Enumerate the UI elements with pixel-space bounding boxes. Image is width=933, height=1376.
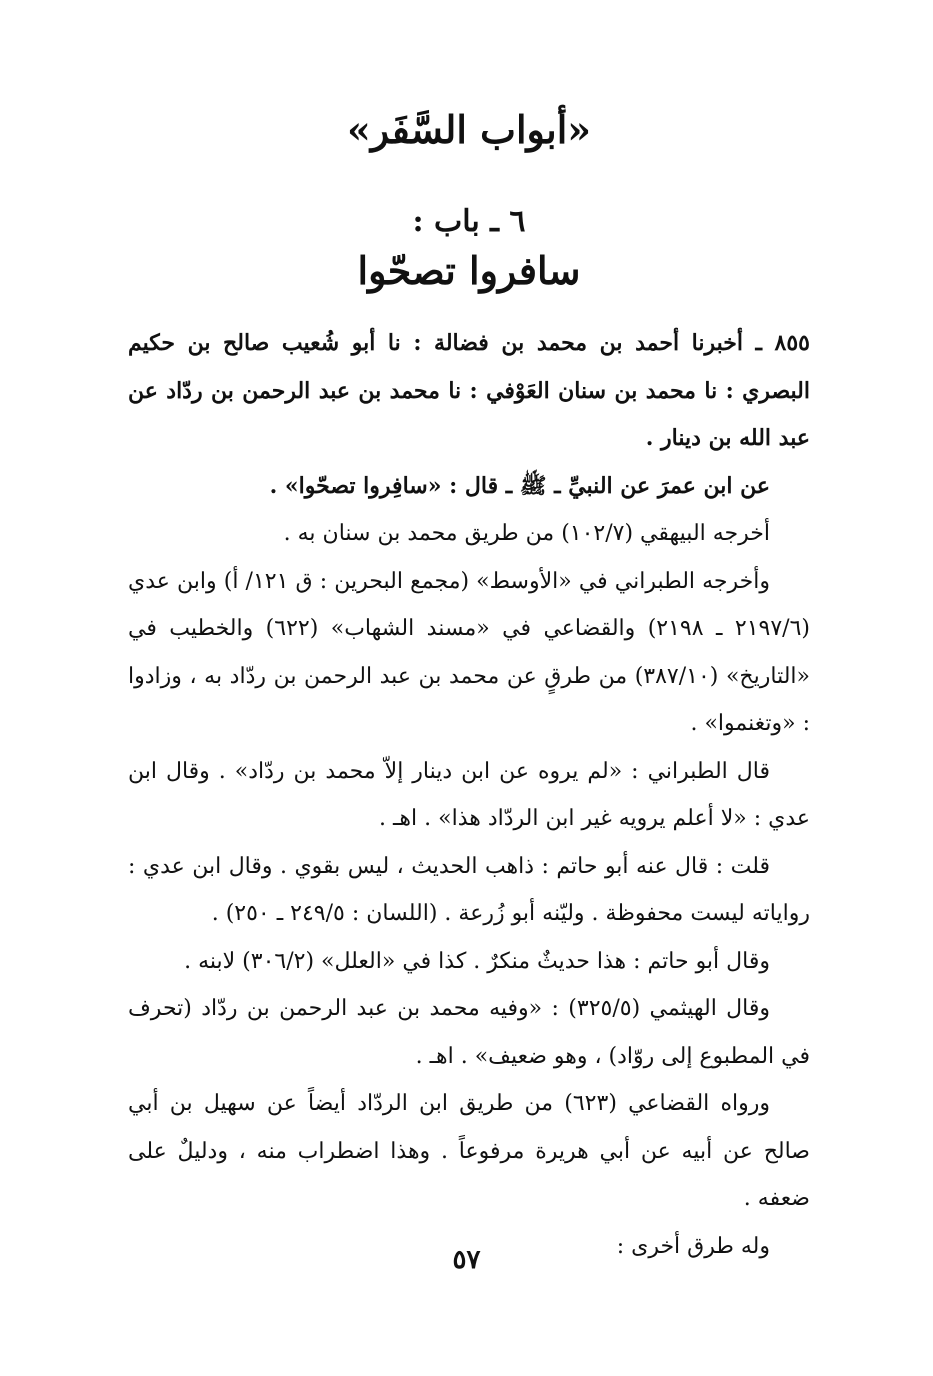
hadith-matn: عن ابن عمرَ عن النبيِّ ـ ﷺ ـ قال : «سافِروا تصحّوا» . <box>269 472 770 499</box>
tabarani-comment: قال الطبراني : «لم يروه عن ابن دينار إلاّ محمد بن ردّاد» . وقال ابن عدي : «لا أعلم يرويه غير ابن الردّاد هذا» . اهـ . <box>128 758 810 831</box>
page-number: ٥٧ <box>452 1245 481 1275</box>
chapter-label: ٦ ـ باب : <box>412 204 526 239</box>
narrator-grading: قلت : قال عنه أبو حاتم : ذاهب الحديث ، ليس بقوي . وقال ابن عدي : رواياته ليست محفوظة . وليّنه أبو زُرعة . (اللسان : ٢٤٩/٥ ـ ٢٥٠) . <box>128 853 810 926</box>
other-routes: وله طرق أخرى : <box>616 1233 770 1259</box>
takhrij-bayhaqi: أخرجه البيهقي (١٠٢/٧) من طريق محمد بن سنان به . <box>283 521 770 546</box>
section-title: «أبواب السَّفَر» <box>346 107 592 152</box>
takhrij-tabarani: وأخرجه الطبراني في «الأوسط» (مجمع البحرين : ق ١٢١/ أ) وابن عدي (٢١٩٧/٦ ـ ٢١٩٨) والقضاعي في «مسند الشهاب» (٦٢٢) والخطيب في «التاريخ» (٣٨٧/١٠) من طرقٍ عن محمد بن عبد الرحمن بن ردّاد به ، وزادوا : «وتغنموا» . <box>128 568 810 736</box>
qudai-narration: ورواه القضاعي (٦٢٣) من طريق ابن الردّاد أيضاً عن سهيل بن أبي صالح عن أبيه عن أبي هريرة مرفوعاً . وهذا اضطراب منه ، ودليلٌ على ضعفه . <box>128 1091 810 1211</box>
hadith-isnad: ٨٥٥ ـ أخبرنا أحمد بن محمد بن فضالة : نا أبو شُعيب صالح بن حكيم البصري : نا محمد بن سنان العَوْفي : نا محمد بن عبد الرحمن بن ردّاد عن عبد الله بن دينار . <box>128 330 810 451</box>
chapter-name: سافروا تصحّوا <box>357 248 581 293</box>
abu-hatim-comment: وقال أبو حاتم : هذا حديثٌ منكرٌ . كذا في «العلل» (٣٠٦/٢) لابنه . <box>184 948 770 974</box>
haythami-comment: وقال الهيثمي (٣٢٥/٥) : «وفيه محمد بن عبد الرحمن بن ردّاد (تحرف في المطبوع إلى روّاد) ، وهو ضعيف» . اهـ . <box>128 996 810 1069</box>
page-body <box>128 100 810 1270</box>
